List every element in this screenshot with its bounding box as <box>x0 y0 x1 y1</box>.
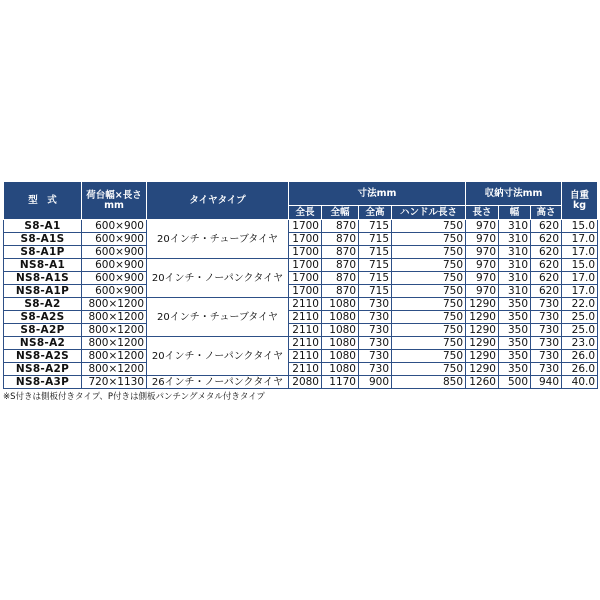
storage-length-cell: 970 <box>466 272 499 285</box>
storage-length-cell: 1290 <box>466 298 499 311</box>
handle-length-cell: 750 <box>392 272 466 285</box>
storage-length-cell: 970 <box>466 246 499 259</box>
weight-cell: 23.0 <box>562 337 598 350</box>
header-width: 全幅 <box>322 206 359 220</box>
storage-width-cell: 310 <box>499 220 531 233</box>
height-cell: 730 <box>359 298 392 311</box>
handle-length-cell: 750 <box>392 298 466 311</box>
width-cell: 870 <box>322 233 359 246</box>
model-cell: NS8-A1 <box>4 259 82 272</box>
deck-size-cell: 800×1200 <box>82 337 147 350</box>
width-cell: 1080 <box>322 298 359 311</box>
deck-size-cell: 800×1200 <box>82 350 147 363</box>
width-cell: 1170 <box>322 376 359 389</box>
model-cell: NS8-A2P <box>4 363 82 376</box>
storage-width-cell: 350 <box>499 363 531 376</box>
storage-height-cell: 730 <box>531 298 562 311</box>
model-cell: S8-A2S <box>4 311 82 324</box>
storage-length-cell: 970 <box>466 285 499 298</box>
table-row <box>4 350 598 363</box>
table-row <box>4 324 598 337</box>
deck-size-cell: 600×900 <box>82 246 147 259</box>
storage-length-cell: 1260 <box>466 376 499 389</box>
model-cell: NS8-A1S <box>4 272 82 285</box>
deck-size-cell: 600×900 <box>82 220 147 233</box>
deck-size-cell: 800×1200 <box>82 298 147 311</box>
table-row <box>4 285 598 298</box>
storage-length-cell: 970 <box>466 259 499 272</box>
handle-length-cell: 750 <box>392 363 466 376</box>
length-cell: 1700 <box>289 233 322 246</box>
handle-length-cell: 750 <box>392 285 466 298</box>
length-cell: 1700 <box>289 272 322 285</box>
weight-cell: 17.0 <box>562 272 598 285</box>
weight-cell: 17.0 <box>562 246 598 259</box>
length-cell: 1700 <box>289 246 322 259</box>
storage-width-cell: 310 <box>499 259 531 272</box>
width-cell: 1080 <box>322 363 359 376</box>
storage-height-cell: 730 <box>531 350 562 363</box>
height-cell: 715 <box>359 285 392 298</box>
spec-table <box>3 181 598 389</box>
table-row <box>4 220 598 233</box>
storage-height-cell: 620 <box>531 246 562 259</box>
storage-height-cell: 730 <box>531 324 562 337</box>
handle-length-cell: 750 <box>392 259 466 272</box>
table-row <box>4 298 598 311</box>
storage-height-cell: 730 <box>531 363 562 376</box>
storage-width-cell: 350 <box>499 311 531 324</box>
length-cell: 2110 <box>289 363 322 376</box>
handle-length-cell: 750 <box>392 246 466 259</box>
weight-cell: 40.0 <box>562 376 598 389</box>
header-height: 全高 <box>359 206 392 220</box>
height-cell: 900 <box>359 376 392 389</box>
weight-cell: 25.0 <box>562 324 598 337</box>
model-cell: NS8-A3P <box>4 376 82 389</box>
handle-length-cell: 750 <box>392 324 466 337</box>
weight-cell: 26.0 <box>562 363 598 376</box>
deck-size-cell: 600×900 <box>82 233 147 246</box>
storage-length-cell: 1290 <box>466 363 499 376</box>
weight-cell: 22.0 <box>562 298 598 311</box>
height-cell: 715 <box>359 246 392 259</box>
width-cell: 1080 <box>322 337 359 350</box>
storage-height-cell: 620 <box>531 272 562 285</box>
table-row <box>4 246 598 259</box>
height-cell: 730 <box>359 337 392 350</box>
model-cell: S8-A1P <box>4 246 82 259</box>
storage-length-cell: 1290 <box>466 311 499 324</box>
length-cell: 1700 <box>289 220 322 233</box>
handle-length-cell: 850 <box>392 376 466 389</box>
handle-length-cell: 750 <box>392 233 466 246</box>
storage-width-cell: 310 <box>499 246 531 259</box>
deck-size-cell: 800×1200 <box>82 324 147 337</box>
storage-length-cell: 1290 <box>466 337 499 350</box>
length-cell: 1700 <box>289 285 322 298</box>
table-row <box>4 311 598 324</box>
height-cell: 715 <box>359 259 392 272</box>
height-cell: 730 <box>359 311 392 324</box>
length-cell: 2110 <box>289 350 322 363</box>
storage-height-cell: 620 <box>531 285 562 298</box>
storage-height-cell: 620 <box>531 220 562 233</box>
deck-size-cell: 600×900 <box>82 285 147 298</box>
height-cell: 730 <box>359 324 392 337</box>
length-cell: 2080 <box>289 376 322 389</box>
handle-length-cell: 750 <box>392 220 466 233</box>
handle-length-cell: 750 <box>392 350 466 363</box>
weight-cell: 15.0 <box>562 220 598 233</box>
handle-length-cell: 750 <box>392 311 466 324</box>
weight-cell: 25.0 <box>562 311 598 324</box>
spec-table-body <box>4 220 598 389</box>
header-storage-height: 高さ <box>531 206 562 220</box>
width-cell: 870 <box>322 272 359 285</box>
height-cell: 715 <box>359 233 392 246</box>
storage-height-cell: 940 <box>531 376 562 389</box>
height-cell: 715 <box>359 220 392 233</box>
header-dimensions: 寸法mm <box>289 182 466 206</box>
model-cell: NS8-A1P <box>4 285 82 298</box>
length-cell: 1700 <box>289 259 322 272</box>
deck-size-cell: 800×1200 <box>82 363 147 376</box>
weight-cell: 17.0 <box>562 285 598 298</box>
width-cell: 1080 <box>322 350 359 363</box>
tire-type-cell: 20インチ・チューブタイヤ <box>147 220 289 259</box>
storage-width-cell: 310 <box>499 285 531 298</box>
width-cell: 870 <box>322 246 359 259</box>
model-cell: NS8-A2 <box>4 337 82 350</box>
header-handle-length: ハンドル長さ <box>392 206 466 220</box>
weight-cell: 15.0 <box>562 259 598 272</box>
length-cell: 2110 <box>289 337 322 350</box>
footnote: ※S付きは側板付きタイプ、P付きは側板パンチングメタル付きタイプ <box>3 392 265 402</box>
storage-height-cell: 730 <box>531 337 562 350</box>
storage-length-cell: 1290 <box>466 350 499 363</box>
table-row <box>4 337 598 350</box>
header-storage-width: 幅 <box>499 206 531 220</box>
table-row <box>4 376 598 389</box>
deck-size-cell: 720×1130 <box>82 376 147 389</box>
storage-width-cell: 350 <box>499 324 531 337</box>
table-row <box>4 233 598 246</box>
storage-height-cell: 730 <box>531 311 562 324</box>
model-cell: S8-A1S <box>4 233 82 246</box>
width-cell: 870 <box>322 259 359 272</box>
storage-length-cell: 1290 <box>466 324 499 337</box>
width-cell: 870 <box>322 285 359 298</box>
tire-type-cell: 26インチ・ノーパンクタイヤ <box>147 376 289 389</box>
tire-type-cell: 20インチ・チューブタイヤ <box>147 298 289 337</box>
storage-height-cell: 620 <box>531 233 562 246</box>
handle-length-cell: 750 <box>392 337 466 350</box>
storage-width-cell: 350 <box>499 350 531 363</box>
tire-type-cell: 20インチ・ノーパンクタイヤ <box>147 337 289 376</box>
weight-cell: 17.0 <box>562 233 598 246</box>
header-storage-length: 長さ <box>466 206 499 220</box>
header-model: 型 式 <box>4 182 82 220</box>
storage-width-cell: 350 <box>499 337 531 350</box>
weight-cell: 26.0 <box>562 350 598 363</box>
length-cell: 2110 <box>289 298 322 311</box>
width-cell: 1080 <box>322 324 359 337</box>
length-cell: 2110 <box>289 311 322 324</box>
deck-size-cell: 600×900 <box>82 259 147 272</box>
height-cell: 730 <box>359 363 392 376</box>
table-row <box>4 259 598 272</box>
table-row <box>4 272 598 285</box>
spec-table-container <box>3 181 597 402</box>
header-weight: 自重 kg <box>562 182 598 220</box>
table-row <box>4 363 598 376</box>
width-cell: 1080 <box>322 311 359 324</box>
height-cell: 715 <box>359 272 392 285</box>
height-cell: 730 <box>359 350 392 363</box>
storage-length-cell: 970 <box>466 233 499 246</box>
storage-width-cell: 310 <box>499 272 531 285</box>
header-storage-dimensions: 収納寸法mm <box>466 182 562 206</box>
storage-width-cell: 500 <box>499 376 531 389</box>
storage-width-cell: 350 <box>499 298 531 311</box>
header-row-top <box>4 182 598 206</box>
model-cell: S8-A2P <box>4 324 82 337</box>
deck-size-cell: 600×900 <box>82 272 147 285</box>
model-cell: S8-A2 <box>4 298 82 311</box>
storage-length-cell: 970 <box>466 220 499 233</box>
length-cell: 2110 <box>289 324 322 337</box>
header-length: 全長 <box>289 206 322 220</box>
storage-width-cell: 310 <box>499 233 531 246</box>
header-tire-type: タイヤタイプ <box>147 182 289 220</box>
model-cell: NS8-A2S <box>4 350 82 363</box>
storage-height-cell: 620 <box>531 259 562 272</box>
model-cell: S8-A1 <box>4 220 82 233</box>
deck-size-cell: 800×1200 <box>82 311 147 324</box>
width-cell: 870 <box>322 220 359 233</box>
tire-type-cell: 20インチ・ノーパンクタイヤ <box>147 259 289 298</box>
header-deck-size: 荷台幅×長さ mm <box>82 182 147 220</box>
